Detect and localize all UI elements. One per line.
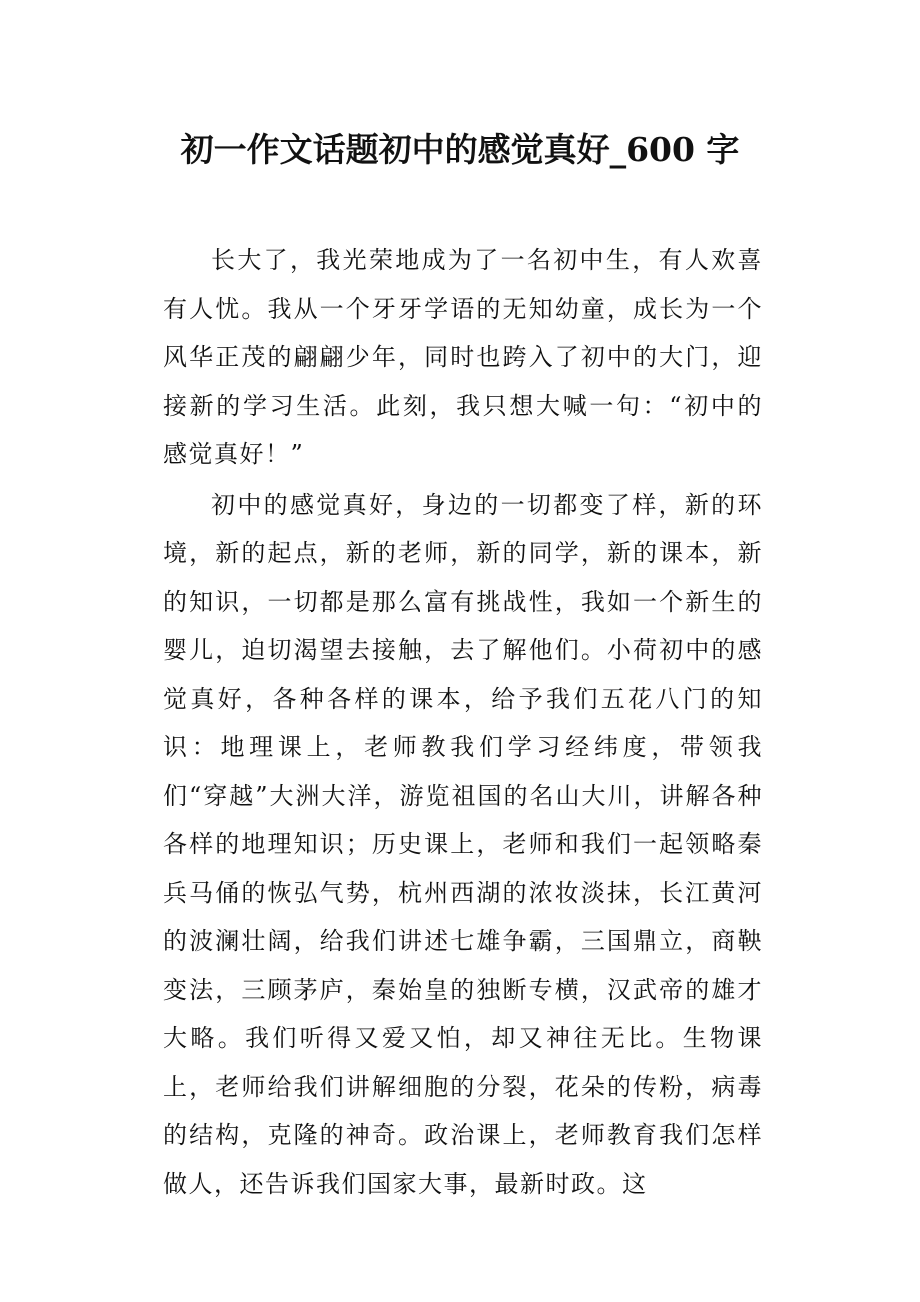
paragraph-2: 初中的感觉真好，身边的一切都变了样，新的环境，新的起点，新的老师，新的同学，新的课本，新的知识，一切都是那么富有挑战性，我如一个新生的婴儿，迫切渴望去接触，去了解他们。小荷初中的感觉真好，各种各样的课本，给予我们五花八门的知识：地理课上，老师教我们学习经纬度，带领我们“穿越”大洲大洋，游览祖国的名山大川，讲解各种各样的地理知识；历史课上，老师和我们一起领略秦兵马俑的恢弘气势，杭州西湖的浓妆淡抹，长江黄河的波澜壮阔，给我们讲述七雄争霸，三国鼎立，商鞅变法，三顾茅庐，秦始皇的独断专横，汉武帝的雄才大略。我们听得又爱又怕，却又神往无比。生物课上，老师给我们讲解细胞的分裂，花朵的传粉，病毒的结构，克隆的神奇。政治课上，老师教育我们怎样做人，还告诉我们国家大事，最新时政。这 [163, 490, 763, 1198]
paragraph-1: 长大了，我光荣地成为了一名初中生，有人欢喜有人忧。我从一个牙牙学语的无知幼童，成长为一个风华正茂的翩翩少年，同时也跨入了初中的大门，迎接新的学习生活。此刻，我只想大喊一句：“初中的感觉真好！” [163, 246, 763, 468]
document-body [163, 236, 763, 1208]
document-title: 初一作文话题初中的感觉真好_600 字 [180, 130, 740, 169]
